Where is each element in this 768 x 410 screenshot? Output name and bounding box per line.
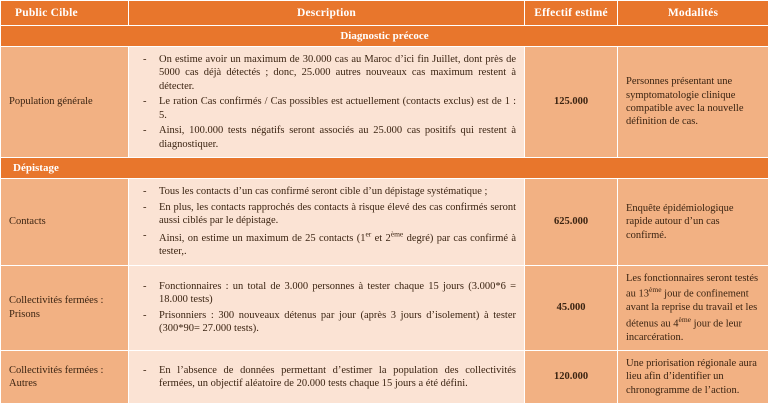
row-description-collectivites-prisons — [129, 265, 525, 350]
dash-icon: - — [143, 201, 147, 213]
row-effectif-population-generale: 125.000 — [525, 47, 618, 158]
table-row — [1, 47, 768, 158]
list-item: - Prisonniers : 300 nouveaux détenus par jour (après 3 jours d’isolement) à tester (300*90= 27.000 tests). — [143, 309, 516, 335]
row-effectif-collectivites-autres: 120.000 — [525, 350, 618, 403]
section-band-depistage — [1, 158, 768, 179]
table-row — [1, 350, 768, 403]
table-row — [1, 265, 768, 350]
row-modalites-collectivites-autres: Une priorisation régionale aura lieu afin d’identifier un chronogramme de l’action. — [618, 350, 768, 403]
dash-icon: - — [143, 309, 147, 321]
row-category-contacts: Contacts — [1, 179, 129, 266]
dash-icon: - — [143, 125, 147, 137]
table-row — [1, 179, 768, 266]
dash-icon: - — [143, 96, 147, 108]
column-header-effectif: Effectif estimé — [525, 1, 618, 26]
list-item: - Ainsi, on estime un maximum de 25 contacts (1er et 2ème degré) par cas confirmé à tester,. — [143, 229, 517, 258]
column-header-public-cible: Public Cible — [1, 1, 129, 26]
list-item: - Ainsi, 100.000 tests négatifs seront associés au 25.000 cas positifs qui restent à diagnostiquer. — [143, 125, 516, 150]
row-modalites-collectivites-prisons: Les fonctionnaires seront testés au 13ème jour de confinement avant la reprise du travail et les détenus au 4ème jour de leur incarcération. — [618, 265, 768, 350]
column-header-description: Description — [129, 1, 525, 26]
row-modalites-population-generale: Personnes présentant une symptomatologie clinique compatible avec la nouvelle définition de cas. — [618, 47, 768, 158]
list-item: - En l’absence de données permettant d’estimer la population des collectivités fermées, un objectif aléatoire de 20.000 tests chaque 15 jours a été défini. — [143, 364, 516, 390]
section-label-diagnostic: Diagnostic précoce — [1, 26, 768, 47]
row-effectif-contacts: 625.000 — [525, 179, 618, 266]
row-description-population-generale — [129, 47, 525, 158]
row-effectif-collectivites-prisons: 45.000 — [525, 265, 618, 350]
row-category-population-generale: Population générale — [1, 47, 129, 158]
dash-icon: - — [143, 186, 147, 198]
dash-icon: - — [143, 54, 147, 65]
list-item: - En plus, les contacts rapprochés des contacts à risque élevé des cas confirmés seront aussi ciblés par le dépistage. — [143, 201, 516, 226]
dash-icon: - — [143, 230, 147, 242]
list-item: - Fonctionnaires : un total de 3.000 personnes à tester chaque 15 jours (3.000*6 = 18.000 tests) — [143, 280, 516, 306]
section-band-diagnostic — [1, 26, 768, 47]
row-description-collectivites-autres — [129, 350, 525, 403]
list-item: - On estime avoir un maximum de 30.000 cas au Maroc d’ici fin Juillet, dont près de 5000 cas déjà détectés ; donc, 25.000 autres nouveaux cas maximum restent à détecter. — [143, 54, 516, 92]
table-header-row — [1, 1, 768, 26]
row-modalites-contacts: Enquête épidémiologique rapide autour d’un cas confirmé. — [618, 179, 768, 266]
list-item: - Le ration Cas confirmés / Cas possibles est actuellement (contacts exclus) est de 1 : 5. — [143, 96, 516, 121]
row-category-collectivites-autres: Collectivités fermées : Autres — [1, 350, 129, 403]
row-description-contacts — [129, 179, 525, 266]
dash-icon: - — [143, 364, 147, 376]
section-label-depistage: Dépistage — [1, 158, 768, 179]
row-category-collectivites-prisons: Collectivités fermées : Prisons — [1, 265, 129, 350]
list-item: - Tous les contacts d’un cas confirmé seront cible d’un dépistage systématique ; — [143, 186, 488, 198]
dash-icon: - — [143, 280, 147, 292]
column-header-modalites: Modalités — [618, 1, 768, 26]
